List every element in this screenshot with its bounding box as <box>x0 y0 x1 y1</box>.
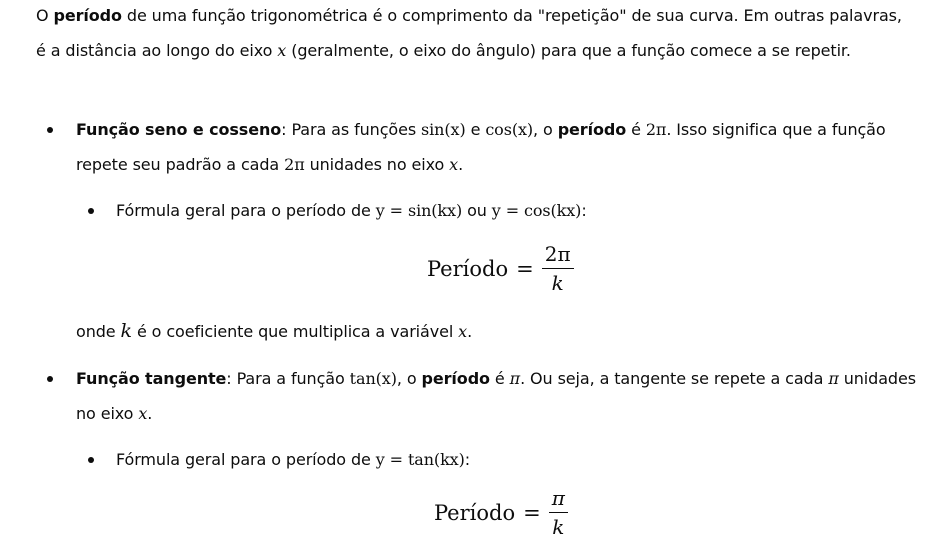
tangent-label: Função tangente <box>76 369 227 388</box>
sine-period-formula <box>427 242 574 295</box>
text: Fórmula geral para o período de <box>116 201 376 220</box>
text: . Isso significa que a função repete seu padrão a cada <box>76 120 886 174</box>
tangent-bullet-text <box>76 362 921 431</box>
tangent-formula-intro <box>116 443 470 478</box>
text: unidades no eixo <box>304 154 450 174</box>
text: : Para a função <box>226 369 350 388</box>
text: , o <box>396 369 422 388</box>
text: e <box>465 120 486 139</box>
formula-label: Período <box>434 500 516 525</box>
intro-paragraph <box>36 0 916 68</box>
text: . <box>467 322 473 341</box>
text: Fórmula geral para o período de <box>116 450 376 469</box>
bold-periodo: período <box>557 120 627 139</box>
math-two-pi: 2π <box>645 120 667 139</box>
text: . <box>458 154 464 174</box>
formula-label: Período <box>427 256 509 281</box>
math-cos-x: cos(x) <box>485 120 534 139</box>
text: : Para as funções <box>281 120 422 139</box>
text: . Ou seja, a tangente se repete a cada <box>520 369 829 388</box>
math-two-pi: 2π <box>284 154 305 174</box>
math-var-x: x <box>449 154 459 174</box>
sub-bullet-dot <box>88 457 94 463</box>
fraction-denominator: k <box>552 515 565 539</box>
text: onde <box>76 322 121 341</box>
text: é <box>489 369 510 388</box>
fraction-denominator: k <box>551 271 564 295</box>
text: , o <box>533 120 558 139</box>
math-var-x: x <box>138 403 148 423</box>
text: é <box>626 120 646 139</box>
fraction <box>542 242 574 295</box>
sine-note <box>76 314 472 350</box>
text: ou <box>462 201 492 220</box>
math-formula-cos: y = cos(kx) <box>491 201 582 220</box>
intro-text: (geralmente, o eixo do ângulo) para que a função comece a se repetir. <box>286 40 851 60</box>
bold-periodo: período <box>421 369 490 388</box>
sine-formula-intro <box>116 194 587 229</box>
math-pi: π <box>509 369 521 388</box>
intro-text: de uma função trigonométrica é o comprimento da "repetição" de sua curva. Em outras palavras, é a distância ao longo do eixo <box>36 6 902 60</box>
intro-text: O <box>36 6 54 25</box>
formula-equals: = <box>516 256 534 281</box>
fraction-numerator: 2π <box>544 242 571 266</box>
fraction <box>549 486 568 539</box>
sub-bullet-dot <box>88 208 94 214</box>
math-formula-tan: y = tan(kx) <box>375 450 465 469</box>
sine-label: Função seno e cosseno <box>76 120 282 139</box>
tangent-period-formula <box>434 486 568 539</box>
math-sin-x: sin(x) <box>421 120 466 139</box>
math-var-k: k <box>120 320 132 342</box>
math-var-x: x <box>458 322 468 341</box>
bullet-dot <box>47 376 53 382</box>
bullet-dot <box>47 127 53 133</box>
formula-equals: = <box>523 500 541 525</box>
fraction-numerator: π <box>551 486 565 510</box>
intro-bold-periodo: período <box>53 6 122 25</box>
text: unidades no eixo <box>76 369 916 423</box>
math-pi: π <box>828 369 839 388</box>
text: : <box>464 450 471 469</box>
text: : <box>581 201 587 220</box>
math-formula-sin: y = sin(kx) <box>375 201 463 220</box>
sine-bullet-text <box>76 113 914 182</box>
text: . <box>147 403 153 423</box>
math-tan-x: tan(x) <box>349 369 397 388</box>
text: é o coeficiente que multiplica a variável <box>131 322 459 341</box>
math-var-x: x <box>277 40 287 60</box>
